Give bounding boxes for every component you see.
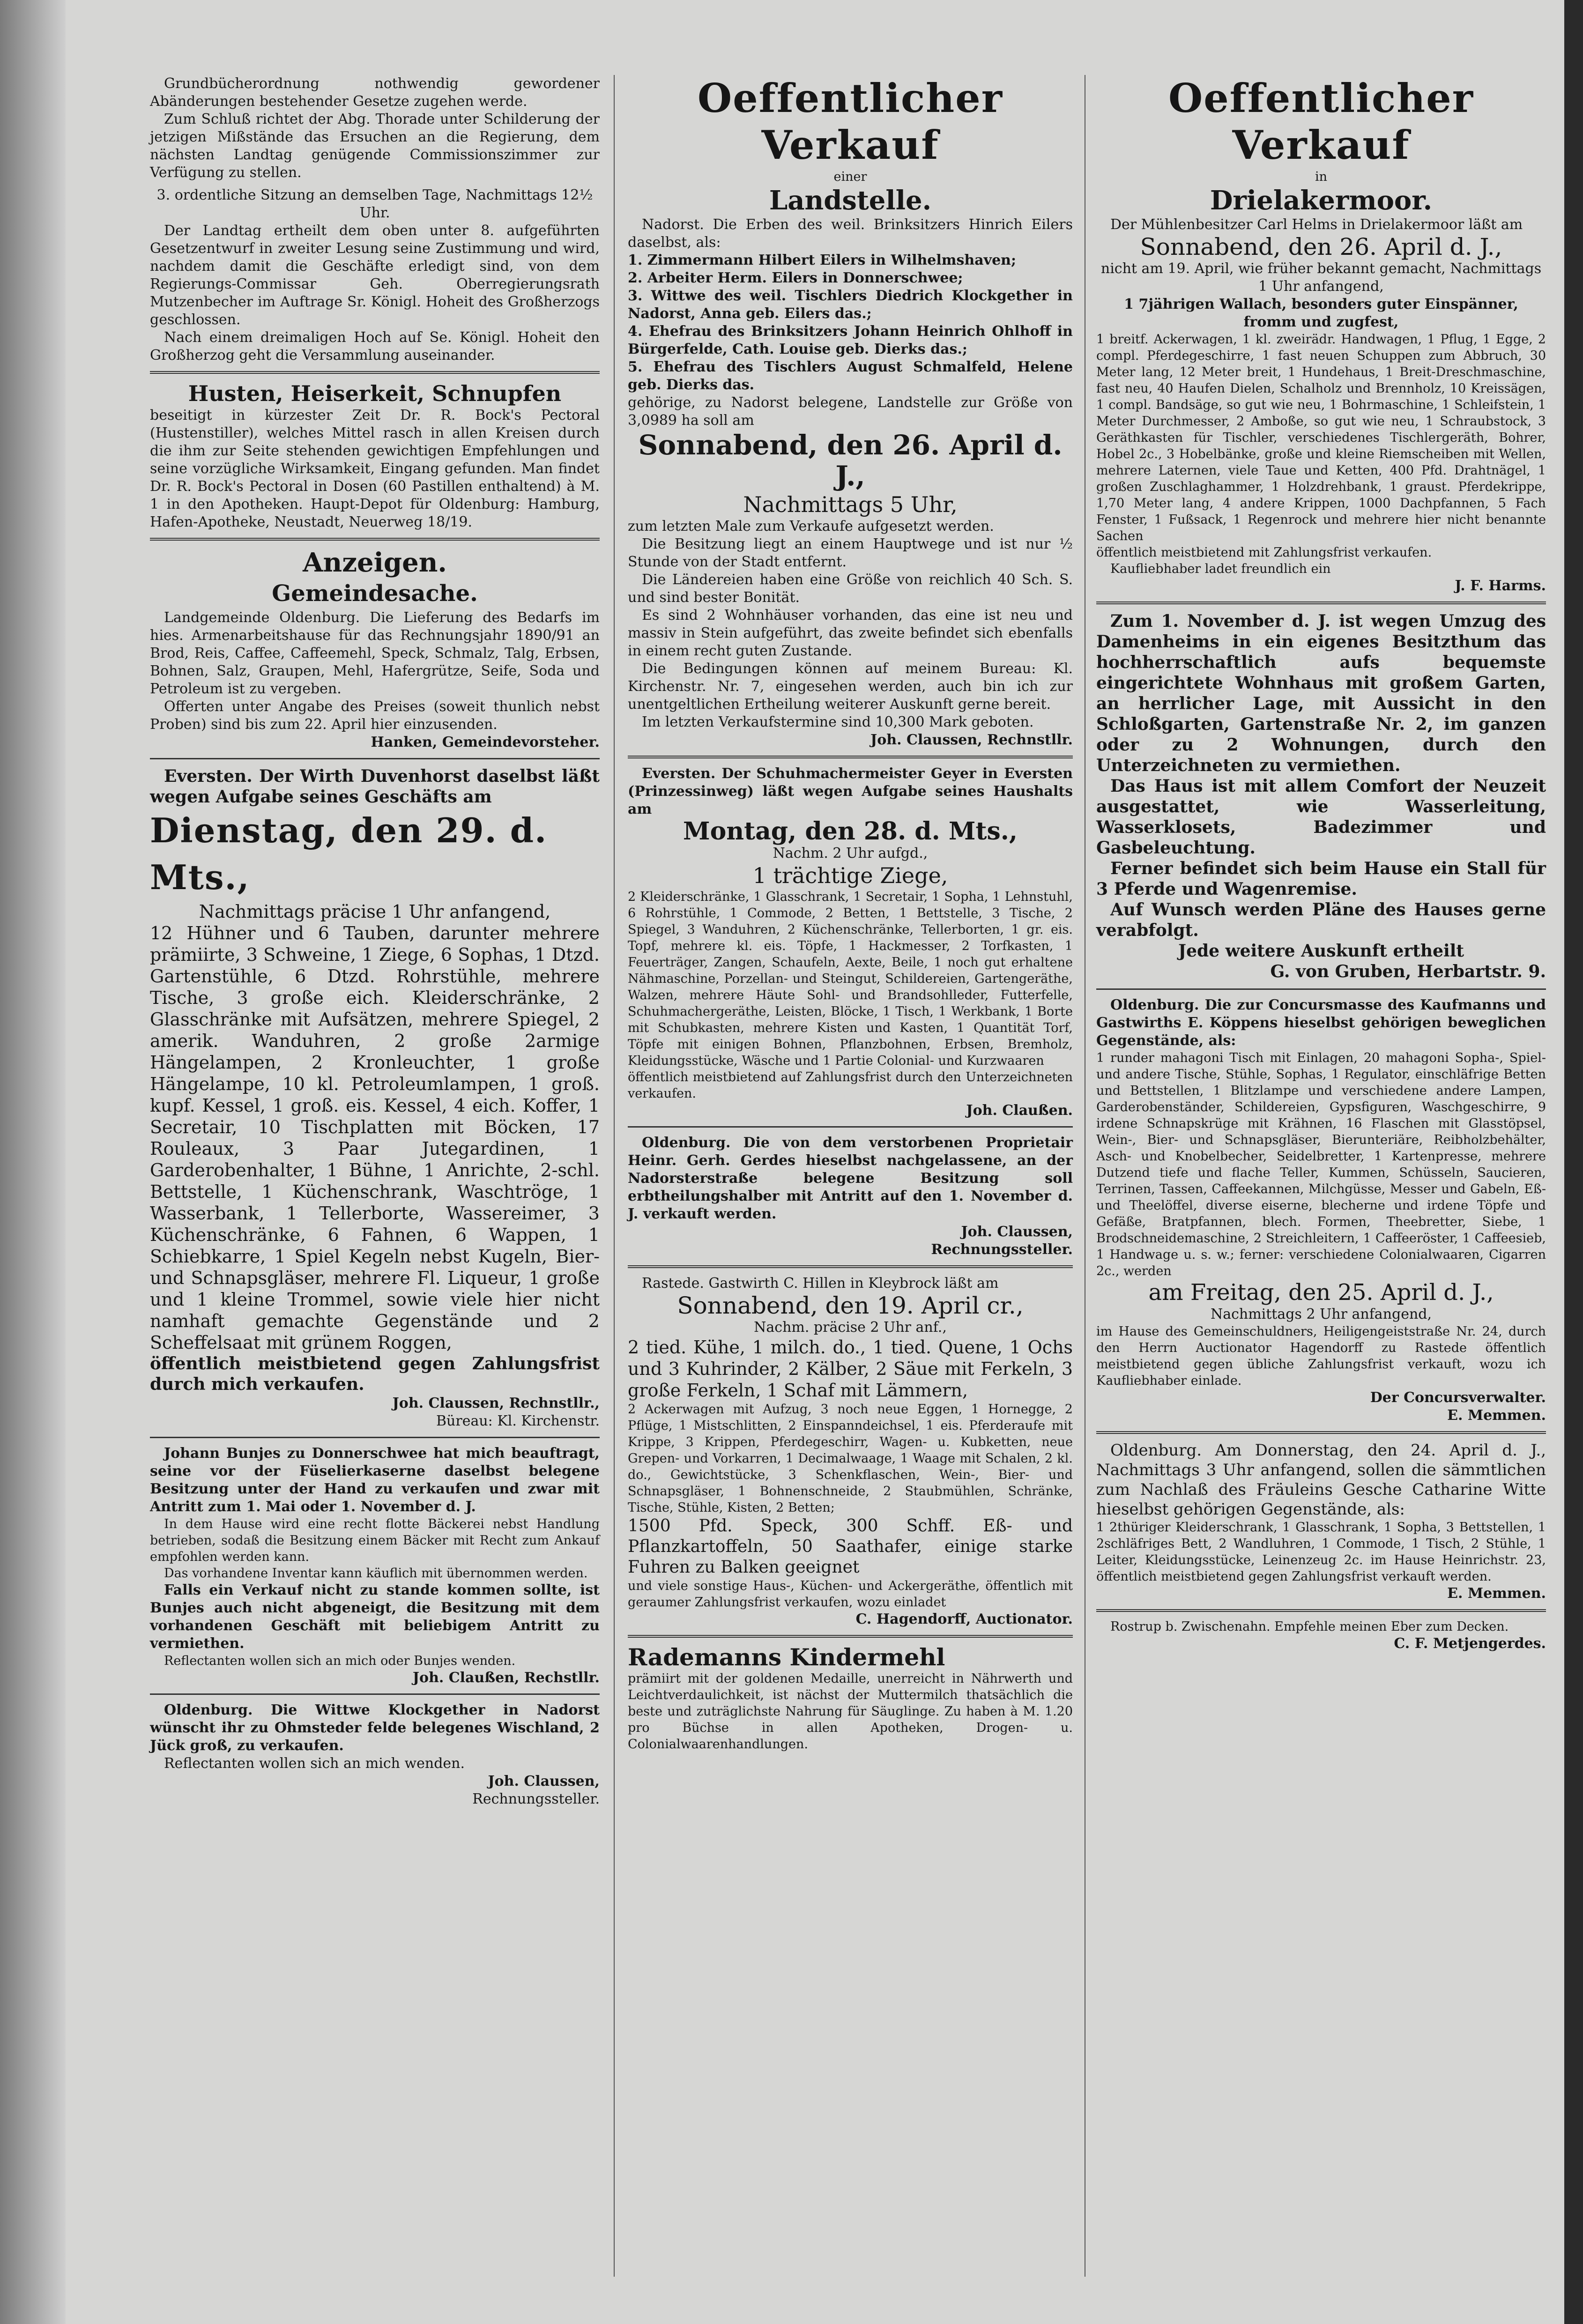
- divider: [628, 1265, 1073, 1268]
- damenheim-text: Zum 1. November d. J. ist wegen Umzug des Damenheims in ein eigenes Besitzthum das hochherrschaftlich aufs bequemste eingerichtete Wohnhaus mit großem Garten, an herrlicher Lage, mit Aussicht in den Schloßgarten, Gartenstraße Nr. 2, im ganzen oder zu 2 Wohnungen, durch den Unterzeichneten zu vermiethen.: [1096, 611, 1546, 775]
- rastede-end: und viele sonstige Haus-, Küchen- und Ackergeräthe, öffentlich mit geraumer Zahlungsfrist verkaufen, wozu einladet: [628, 1579, 1073, 1610]
- rastede-speck: 1500 Pfd. Speck, 300 Schff. Eß- und Pflanzkartoffeln, 50 Saathafer, einige starke Fuhren zu Balken geeignet: [628, 1516, 1073, 1577]
- drielakermoor-end: öffentlich meistbietend mit Zahlungsfrist verkaufen.: [1096, 545, 1432, 560]
- damenheim-p5: Jede weitere Auskunft ertheilt: [1178, 941, 1464, 961]
- verkauf-einer: einer: [833, 170, 867, 184]
- rademann-text: prämiirt mit der goldenen Medaille, unerreicht in Nährwerth und Leichtverdaulichkeit, ist nächst der Muttermilch thatsächlich die beste und zuträglichste Nahrung für Säuglinge. Zu haben à M. 1.20 pro Büchse in allen Apotheken, Drogen- u. Colonialwaarenhandlungen.: [628, 1671, 1073, 1752]
- heir-3: 3. Wittwe des weil. Tischlers Diedrich Klockgether in Nadorst, Anna geb. Eilers das.;: [628, 288, 1073, 322]
- divider: [150, 538, 600, 541]
- damenheim-p4: Auf Wunsch werden Pläne des Hauses gerne verabfolgt.: [1096, 900, 1546, 940]
- bunjes-p2: In dem Hause wird eine recht flotte Bäckerei nebst Handlung betrieben, sodaß die Besitzung einem Bäcker mit Recht zum Ankauf empfohlen werden kann.: [150, 1517, 600, 1564]
- klockgether-signature-2: Rechnungssteller.: [472, 1791, 600, 1807]
- drielakermoor-end2: Kaufliebhaber ladet freundlich ein: [1110, 562, 1331, 576]
- divider: [628, 1126, 1073, 1128]
- divider: [150, 758, 600, 759]
- gerdes-signature: Joh. Claussen,: [961, 1224, 1073, 1240]
- witte-signature: E. Memmen.: [1447, 1585, 1546, 1602]
- landstelle-body3: Die Besitzung liegt an einem Hauptwege und ist nur ½ Stunde von der Stadt entfernt.: [628, 536, 1073, 570]
- klockgether-signature: Joh. Claussen,: [488, 1773, 600, 1789]
- koppen-time: Nachmittags 2 Uhr anfangend,: [1210, 1306, 1432, 1322]
- landstelle-heading: Landstelle.: [769, 185, 932, 216]
- drielakermoor-items: 1 breitf. Ackerwagen, 1 kl. zweirädr. Handwagen, 1 Pflug, 1 Egge, 2 compl. Pferdegeschirre, 1 fast neuen Schuppen zum Abbruch, 30 Meter lang, 12 Meter breit, 1 Hundehaus, 1 Breit-Dreschmaschine, fast neu, 40 Haufen Dielen, Schalholz und Brennholz, 10 Kreissägen, 1 compl. Bandsäge, so gut wie neu, 1 Bohrmaschine, 1 Schleifstein, 1 Meter Durchmesser, 2 Amboße, so gut wie neu, 1 Schraubstock, 3 Geräthkasten für Tischler, verschiedenes Tischlergeräth, Bohrer, Hobel 2c., 3 Hobelbänke, große und kleine Riemscheiben mit Wellen, mehrere Laternen, viele Taue und Ketten, 400 Pfd. Drahtnägel, 1 großen Zuschlaghammer, 1 Holzdrehbank, 1 graust. Pferdekrippe, 1,70 Meter lang, 4 andere Krippen, 1000 Dachpfannen, 5 Fach Fenster, 1 Fußsack, 1 Regenrock und mehrere hier nicht benannte Sachen: [1096, 332, 1546, 543]
- drielakermoor-heading: Drielakermoor.: [1210, 185, 1433, 216]
- divider: [1096, 1431, 1546, 1434]
- divider: [150, 1693, 600, 1695]
- drielakermoor-date: Sonnabend, den 26. April d. J.,: [1140, 233, 1502, 260]
- landtag-p2: Zum Schluß richtet der Abg. Thorade unter Schilderung der jetzigen Mißstände das Ersuchen an die Regierung, dem nächsten Landtag genügende Commissionszimmer zur Verfügung zu stellen.: [150, 111, 600, 181]
- eversten-end: öffentlich meistbietend gegen Zahlungsfrist durch mich verkaufen.: [150, 1354, 600, 1394]
- bunjes-p4: Falls ein Verkauf nicht zu stande kommen sollte, ist Bunjes auch nicht abgeneigt, die Besitzung mit dem vorhandenen Geschäft mit beliebigem Antritt zu vermiethen.: [150, 1582, 600, 1652]
- landstelle-body1: gehörige, zu Nadorst belegene, Landstelle zur Größe von 3,0989 ha soll am: [628, 394, 1073, 429]
- gemeinde-text2: Offerten unter Angabe des Preises (soweit thunlich nebst Proben) sind bis zum 22. April hier einzusenden.: [150, 698, 600, 733]
- column-rule-1: [614, 75, 615, 2277]
- eversten-items: 12 Hühner und 6 Tauben, darunter mehrere prämiirte, 3 Schweine, 1 Ziege, 6 Sophas, 1 Dtzd. Gartenstühle, 6 Dtzd. Rohrstühle, mehrere Tische, 3 große eich. Kleiderschränke, 2 Glasschränke mit Aufsätzen, mehrere Spiegel, 2 amerik. Wanduhren, 2 große 2armige Hängelampen, 2 Kronleuchter, 1 große Hängelampe, 10 kl. Petroleumlampen, 1 groß. kupf. Kessel, 1 groß. eis. Kessel, 4 eich. Koffer, 1 Secretair, 10 Tischplatten mit Böcken, 17 Rouleaux, 3 Paar Jutegardinen, 1 Garderobenhalter, 1 Bühne, 1 Anrichte, 2-schl. Bettstelle, 1 Küchenschrank, Waschtröge, 1 Wasserbank, 1 Tellerborte, Wassereimer, 3 Küchenschränke, 6 Fahnen, 6 Wappen, 1 Schiebkarre, 1 Spiel Kegeln nebst Kugeln, Bier- und Schnapsgläser, mehrere Fl. Liqueur, 1 große und 1 kleine Trommel, sowie viele hier nicht namhaft gemachte Gegenstände und 2 Scheffelsaat mit grünem Roggen,: [150, 923, 600, 1353]
- heir-5: 5. Ehefrau des Tischlers August Schmalfeld, Helene geb. Dierks das.: [628, 359, 1073, 393]
- landstelle-date: Sonnabend, den 26. April d. J.,: [638, 429, 1063, 492]
- landstelle-time: Nachmittags 5 Uhr,: [743, 492, 958, 517]
- koppen-intro: Oldenburg. Die zur Concursmasse des Kaufmanns und Gastwirths E. Köppens hieselbst gehörigen beweglichen Gegenstände, als:: [1096, 997, 1546, 1049]
- damenheim-p2: Das Haus ist mit allem Comfort der Neuzeit ausgestattet, wie Wasserleitung, Wasserklosets, Badezimmer und Gasbeleuchtung.: [1096, 776, 1546, 858]
- gemeinde-signature: Hanken, Gemeindevorsteher.: [371, 734, 600, 750]
- landstelle-body6: Die Bedingungen können auf meinem Bureau: Kl. Kirchenstr. Nr. 7, eingesehen werden, auch bin ich zur unentgeltlichen Ertheilung weiterer Auskunft gerne bereit.: [628, 661, 1073, 713]
- landstelle-body2: zum letzten Male zum Verkaufe aufgesetzt werden.: [628, 518, 994, 535]
- heir-4: 4. Ehefrau des Brinksitzers Johann Heinrich Ohlhoff in Bürgerfelde, Cath. Louise geb. Dierks das.;: [628, 323, 1073, 357]
- page-left-edge: [0, 0, 66, 2324]
- koppen-text: im Hause des Gemeinschuldners, Heiligengeiststraße Nr. 24, durch den Herrn Auctionator Hagendorff zu Rastede öffentlich meistbietend gegen übliche Zahlungsfrist verkauft, wozu ich Kaufliebhaber einlade.: [1096, 1324, 1546, 1388]
- verkauf-heading: Oeffentlicher Verkauf: [698, 75, 1003, 168]
- bunjes-signature: Joh. Claußen, Rechstllr.: [412, 1670, 600, 1686]
- koppen-signature: Der Concursverwalter.: [1370, 1389, 1546, 1406]
- drielakermoor-date-note: nicht am 19. April, wie früher bekannt gemacht, Nachmittags 1 Uhr anfangend,: [1100, 260, 1542, 295]
- divider: [1096, 601, 1546, 604]
- gerdes-text: Oldenburg. Die von dem verstorbenen Proprietair Heinr. Gerh. Gerdes hieselbst nachgelassene, an der Nadorsterstraße belegene Besitzung soll erbtheilungshalber mit Antritt auf den 1. November d. J. verkauft werden.: [628, 1135, 1073, 1222]
- landstelle-intro: Nadorst. Die Erben des weil. Brinksitzers Hinrich Eilers daselbst, als:: [628, 216, 1073, 251]
- rastede-signature: C. Hagendorff, Auctionator.: [855, 1611, 1073, 1627]
- rastede-intro: Rastede. Gastwirth C. Hillen in Kleybrock läßt am: [642, 1275, 999, 1292]
- bunjes-p5: Reflectanten wollen sich an mich oder Bunjes wenden.: [164, 1654, 516, 1668]
- divider: [150, 1437, 600, 1438]
- gerdes-signature-2: Rechnungssteller.: [931, 1241, 1073, 1258]
- koppen-items: 1 runder mahagoni Tisch mit Einlagen, 20 mahagoni Sopha-, Spiel- und andere Tische, Stühle, Sophas, 1 Regulator, einschläfrige Betten und Bettstellen, 1 Blitzlampe und verschiedene andere Lampen, Garderobenständer, Schildereien, Gypsfiguren, Waschgeschirre, 9 irdene Schnapskrüge mit Krähnen, 16 Flaschen mit Glasstöpsel, Wein-, Bier- und Schnapsgläser, Bierunteriäre, Reibholzbehälter, Asch- und Knobelbecher, Seidelbretter, 1 Kartenpresse, mehrere Dutzend tiefe und flache Teller, Kummen, Schüsseln, Saucieren, Terrinen, Tassen, Caffeekannen, Milchgüsse, Messer und Gabeln, Eß- und Theelöffel, diverse eiserne, blecherne und irdene Töpfe und Gefäße, Bratpfannen, blech. Formen, Theebretter, Siebe, 1 Brodschneidemaschine, 2 Streichleitern, 1 Caffeeröster, 1 Caffeesieb, 1 Handwage u. s. w.; ferner: verschiedene Colonialwaaren, Cigarren 2c., werden: [1096, 1051, 1546, 1278]
- bunjes-p3: Das vorhandene Inventar kann käuflich mit übernommen werden.: [164, 1566, 588, 1581]
- eversten-intro: Eversten. Der Wirth Duvenhorst daselbst läßt wegen Aufgabe seines Geschäfts am: [150, 766, 600, 807]
- drielakermoor-signature: J. F. Harms.: [1455, 578, 1546, 594]
- divider: [1096, 1609, 1546, 1612]
- geyer-time: Nachm. 2 Uhr aufgd.,: [773, 845, 928, 861]
- geyer-intro: Eversten. Der Schuhmachermeister Geyer in Eversten (Prinzessinweg) läßt wegen Aufgabe seines Haushalts am: [628, 765, 1073, 817]
- page-right-edge: [1564, 0, 1583, 2324]
- bunjes-heading: Johann Bunjes zu Donnerschwee hat mich beauftragt, seine vor der Füselierkaserne daselbst belegene Besitzung unter der Hand zu verkaufen und zwar mit Antritt zum 1. Mai oder 1. November d. J.: [150, 1445, 600, 1515]
- column-1: [150, 75, 600, 1808]
- divider: [150, 371, 600, 374]
- drielakermoor-intro: Der Mühlenbesitzer Carl Helms in Drielakermoor läßt am: [1110, 216, 1523, 233]
- divider: [628, 1635, 1073, 1638]
- landstelle-body5: Es sind 2 Wohnhäuser vorhanden, das eine ist neu und massiv in Stein aufgeführt, das zweite befindet sich ebenfalls in einem recht guten Zustande.: [628, 607, 1073, 659]
- koppen-signature-2: E. Memmen.: [1447, 1407, 1546, 1424]
- rastede-date: Sonnabend, den 19. April cr.,: [677, 1292, 1024, 1319]
- verkauf-in: in: [1315, 170, 1328, 184]
- landtag-p4: Der Landtag ertheilt dem oben unter 8. aufgeführten Gesetzentwurf in zweiter Lesung seine Zustimmung und wird, nachdem damit die Geschäfte erledigt sind, von dem Regierungs-Commissar Geh. Oberregierungsrath Mutzenbecher im Auftrage Sr. Königl. Hoheit des Großherzogs geschlossen.: [150, 223, 600, 328]
- klockgether-p2: Reflectanten wollen sich an mich wenden.: [164, 1755, 465, 1772]
- rastede-time: Nachm. präcise 2 Uhr anf.,: [754, 1319, 947, 1336]
- geyer-items: 2 Kleiderschränke, 1 Glasschrank, 1 Secretair, 1 Sopha, 1 Lehnstuhl, 6 Rohrstühle, 1 Commode, 2 Betten, 1 Bettstelle, 3 Tische, 2 Spiegel, 3 Wanduhren, 2 Küchenschränke, Tellerborten, 1 gr. eis. Topf, mehrere kl. eis. Töpfe, 1 Hackmesser, 2 Torfkasten, 1 Feuerträger, Zangen, Schaufeln, Aexte, Beile, 1 noch gut erhaltene Nähmaschine, Porzellan- und Steingut, Schildereien, Gartengeräthe, Walzen, mehrere Häute Sohl- und Brandsohlleder, Futterfelle, Schuhmachergeräthe, Leisten, Blöcke, 1 Tisch, 1 Werkbank, 1 Borte mit Schubkasten, mehrere Kisten und Kasten, 1 Quantität Torf, Töpfe mit einigen Bohnen, Pflanzbohnen, Erbsen, Bremholz, Kleidungsstücke, Wäsche und 1 Partie Colonial- und Kurzwaaren: [628, 890, 1073, 1068]
- gemeindesache-heading: Gemeindesache.: [272, 580, 478, 607]
- rastede-items: 2 Ackerwagen mit Aufzug, 3 noch neue Eggen, 1 Hornegge, 2 Pflüge, 1 Mistschlitten, 2 Einspanndeichsel, 1 eis. Pferderaufe mit Krippe, 3 Krippen, Pferdegeschirr, Wagen- u. Kubketten, neue Grepen- und Vorkarren, 1 Decimalwaage, 1 Waage mit Schalen, 2 kl. do., Gewichtstücke, 3 Schenkflaschen, Wein-, Bier- und Schnapsgläser, 1 Bohnenschneide, 2 Staubmühlen, Schränke, Tische, Stühle, Kisten, 2 Betten;: [628, 1402, 1073, 1515]
- heir-1: 1. Zimmermann Hilbert Eilers in Wilhelmshaven;: [628, 252, 1017, 268]
- eversten-date: Dienstag, den 29. d. Mts.,: [150, 810, 548, 897]
- verkauf-heading-2: Oeffentlicher Verkauf: [1168, 75, 1474, 168]
- witte-items: 1 2thüriger Kleiderschrank, 1 Glasschrank, 1 Sopha, 3 Bettstellen, 1 2schläfriges Bett, 2 Wandluhren, 1 Commode, 1 Tisch, 2 Stühle, 1 Leiter, Kleidungsstücke, Leinenzeug 2c. im Hause Heinrichstr. 23, öffentlich meistbietend gegen Zahlungsfrist verkauft werden.: [1096, 1520, 1546, 1584]
- eversten-time: Nachmittags präcise 1 Uhr anfangend,: [199, 901, 551, 922]
- landstelle-body7: Im letzten Verkaufstermine sind 10,300 Mark geboten.: [642, 714, 1034, 730]
- geyer-date: Montag, den 28. d. Mts.,: [683, 817, 1018, 846]
- divider: [1096, 988, 1546, 990]
- landtag-p3: 3. ordentliche Sitzung an demselben Tage, Nachmittags 12½ Uhr.: [156, 187, 593, 221]
- rastede-animals: 2 tied. Kühe, 1 milch. do., 1 tied. Quene, 1 Ochs und 3 Kuhrinder, 2 Kälber, 2 Säue mit Ferkeln, 3 große Ferkeln, 1 Schaf mit Lämmern,: [628, 1337, 1073, 1401]
- eversten-signature: Joh. Claussen, Rechnstllr.,: [392, 1395, 600, 1411]
- geyer-signature: Joh. Claußen.: [966, 1102, 1073, 1119]
- anzeigen-heading: Anzeigen.: [303, 547, 447, 578]
- column-3: [1096, 75, 1546, 1653]
- koppen-date: am Freitag, den 25. April d. J.,: [1148, 1279, 1494, 1306]
- landstelle-signature: Joh. Claussen, Rechnstllr.: [870, 732, 1073, 748]
- eversten-signature-2: Büreau: Kl. Kirchenstr.: [436, 1413, 600, 1429]
- landtag-p1: Grundbücherordnung nothwendig gewordener Abänderungen bestehender Gesetze zugehen werde.: [150, 75, 600, 110]
- landstelle-body4: Die Ländereien haben eine Größe von reichlich 40 Sch. S. und sind bester Bonität.: [628, 572, 1073, 606]
- gemeinde-text: Landgemeinde Oldenburg. Die Lieferung des Bedarfs im hies. Armenarbeitshause für das Rechnungsjahr 1890/91 an Brod, Reis, Caffee, Caffeemehl, Speck, Schmalz, Talg, Erbsen, Bohnen, Salz, Graupen, Mehl, Hafergrütze, Seife, Soda und Petroleum ist zu vergeben.: [150, 609, 600, 697]
- landtag-p5: Nach einem dreimaligen Hoch auf Se. Königl. Hoheit den Großherzog geht die Versammlung auseinander.: [150, 329, 600, 364]
- geyer-end: öffentlich meistbietend auf Zahlungsfrist durch den Unterzeichneten verkaufen.: [628, 1070, 1073, 1101]
- damenheim-signature: G. von Gruben, Herbartstr. 9.: [1270, 962, 1546, 981]
- witte-text: Oldenburg. Am Donnerstag, den 24. April d. J., Nachmittags 3 Uhr anfangend, sollen die sämmtlichen zum Nachlaß des Fräuleins Gesche Catharine Witte hieselbst gehörigen Gegenstände, als:: [1096, 1441, 1546, 1519]
- heir-2: 2. Arbeiter Herm. Eilers in Donnerschwee;: [628, 270, 963, 286]
- drielakermoor-wallach: 1 7jährigen Wallach, besonders guter Einspänner, fromm und zugfest,: [1124, 296, 1518, 330]
- husten-text: beseitigt in kürzester Zeit Dr. R. Bock's Pectoral (Hustenstiller), welches Mittel rasch in allen Kreisen durch die ihm zur Seite stehenden gewichtigen Empfehlungen und seine vorzügliche Wirksamkeit, Eingang gefunden. Man findet Dr. R. Bock's Pectoral in Dosen (60 Pastillen enthaltend) à M. 1 in den Apotheken. Haupt-Depot für Oldenburg: Hamburg, Hafen-Apotheke, Neustadt, Neuerweg 18/19.: [150, 407, 600, 530]
- rostrup-signature: C. F. Metjengerdes.: [1394, 1635, 1546, 1652]
- husten-heading: Husten, Heiserkeit, Schnupfen: [188, 381, 562, 406]
- column-2: [628, 75, 1073, 1752]
- rostrup-text: Rostrup b. Zwischenahn. Empfehle meinen Eber zum Decken.: [1110, 1619, 1509, 1634]
- klockgether-text: Oldenburg. Die Wittwe Klockgether in Nadorst wünscht ihr zu Ohmsteder felde belegenes Wischland, 2 Jück groß, zu verkaufen.: [150, 1702, 600, 1754]
- rademann-heading: Rademanns Kindermehl: [628, 1643, 945, 1671]
- geyer-ziege: 1 trächtige Ziege,: [752, 863, 948, 888]
- damenheim-p3: Ferner befindet sich beim Hause ein Stall für 3 Pferde und Wagenremise.: [1096, 859, 1546, 899]
- divider: [628, 756, 1073, 758]
